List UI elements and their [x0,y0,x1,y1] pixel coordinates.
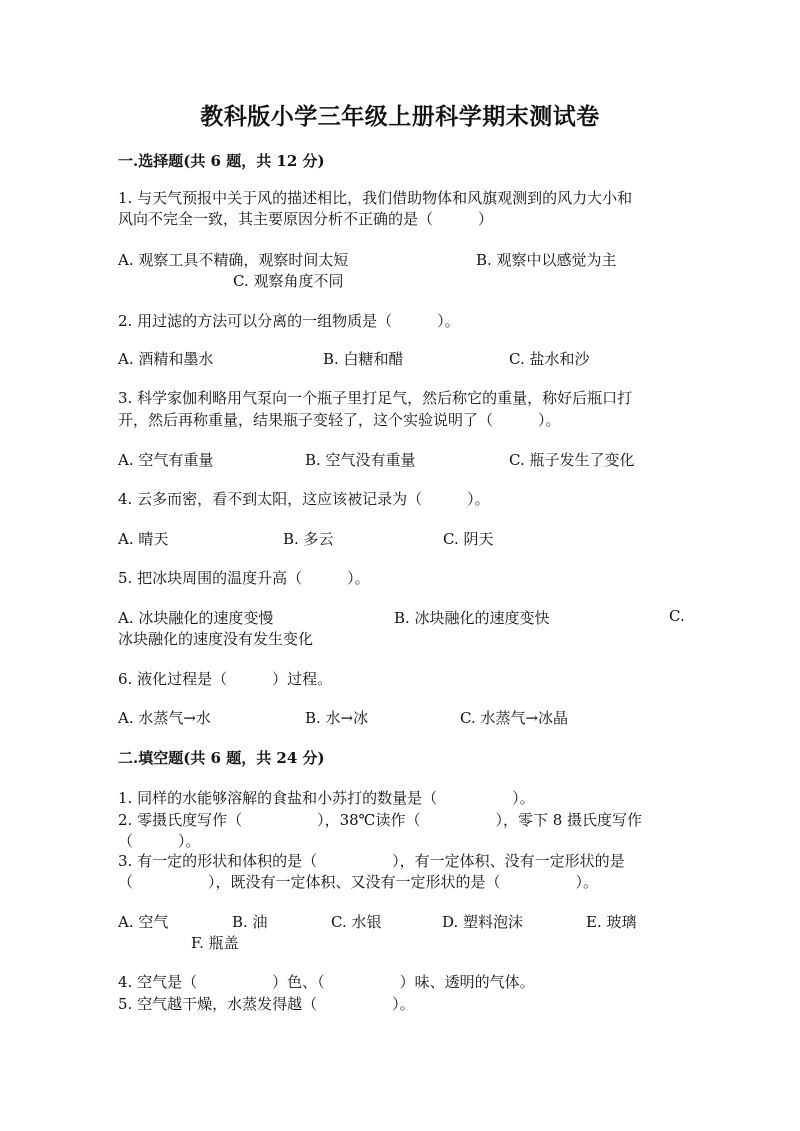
question-1-option-a: A. 观察工具不精确，观察时间太短 [118,251,349,269]
fill-option-e: E. 玻璃 [586,913,637,931]
fill-question-1: 1. 同样的水能够溶解的食盐和小苏打的数量是（ ）。 [118,789,535,807]
question-3-line-1: 3. 科学家伽利略用气泵向一个瓶子里打足气，然后称它的重量，称好后瓶口打 [118,389,633,407]
fill-option-c: C. 水银 [331,913,382,931]
page-title: 教科版小学三年级上册科学期末测试卷 [200,103,600,130]
question-2-option-c: C. 盐水和沙 [509,350,590,368]
question-3-line-2: 开，然后再称重量，结果瓶子变轻了，这个实验说明了（ ）。 [118,411,561,429]
question-5-option-a: A. 冰块融化的速度变慢 [118,609,274,627]
question-5-option-c-label: C. [669,607,685,625]
question-6-option-b: B. 水→冰 [305,709,369,727]
fill-option-b: B. 油 [232,913,268,931]
question-5-option-c-text: 冰块融化的速度没有发生变化 [118,630,314,648]
question-5-line-1: 5. 把冰块周围的温度升高（ ）。 [118,569,370,587]
question-6-line-1: 6. 液化过程是（ ）过程。 [118,670,333,688]
fill-question-3-line-1: 3. 有一定的形状和体积的是（ ），有一定体积、没有一定形状的是 [118,852,625,870]
question-5-option-b: B. 冰块融化的速度变快 [394,609,550,627]
question-1-line-1: 1. 与天气预报中关于风的描述相比，我们借助物体和风旗观测到的风力大小和 [118,189,633,207]
question-4-option-a: A. 晴天 [118,530,169,548]
question-2-option-a: A. 酒精和墨水 [118,350,214,368]
question-1-line-2: 风向不完全一致，其主要原因分析不正确的是（ ） [118,210,494,228]
fill-question-3-line-2: （ ），既没有一定体积、又没有一定形状的是（ ）。 [118,873,599,891]
fill-option-f: F. 瓶盖 [191,934,239,952]
fill-question-5: 5. 空气越干燥，水蒸发得越（ ）。 [118,995,415,1013]
fill-question-2-line-2: （ ）。 [118,832,201,850]
question-3-option-a: A. 空气有重量 [118,451,214,469]
section-heading-choice: 一.选择题(共 6 题，共 12 分) [118,152,325,170]
fill-question-2-line-1: 2. 零摄氏度写作（ ），38℃读作（ ），零下 8 摄氏度写作 [118,811,643,829]
question-1-option-b: B. 观察中以感觉为主 [476,251,617,269]
fill-question-4: 4. 空气是（ ）色、（ ）味、透明的气体。 [118,973,535,991]
question-2-option-b: B. 白糖和醋 [323,350,404,368]
section-heading-fill: 二.填空题(共 6 题，共 24 分) [118,749,325,767]
fill-option-a: A. 空气 [118,913,169,931]
question-6-option-a: A. 水蒸气→水 [118,709,211,727]
question-4-option-b: B. 多云 [283,530,334,548]
question-6-option-c: C. 水蒸气→冰晶 [460,709,569,727]
question-2-line-1: 2. 用过滤的方法可以分离的一组物质是（ ）。 [118,312,460,330]
question-4-line-1: 4. 云多而密，看不到太阳，这应该被记录为（ ）。 [118,490,490,508]
question-1-option-c: C. 观察角度不同 [233,272,344,290]
question-3-option-c: C. 瓶子发生了变化 [509,451,635,469]
question-4-option-c: C. 阴天 [443,530,494,548]
fill-option-d: D. 塑料泡沫 [442,913,524,931]
question-3-option-b: B. 空气没有重量 [305,451,416,469]
